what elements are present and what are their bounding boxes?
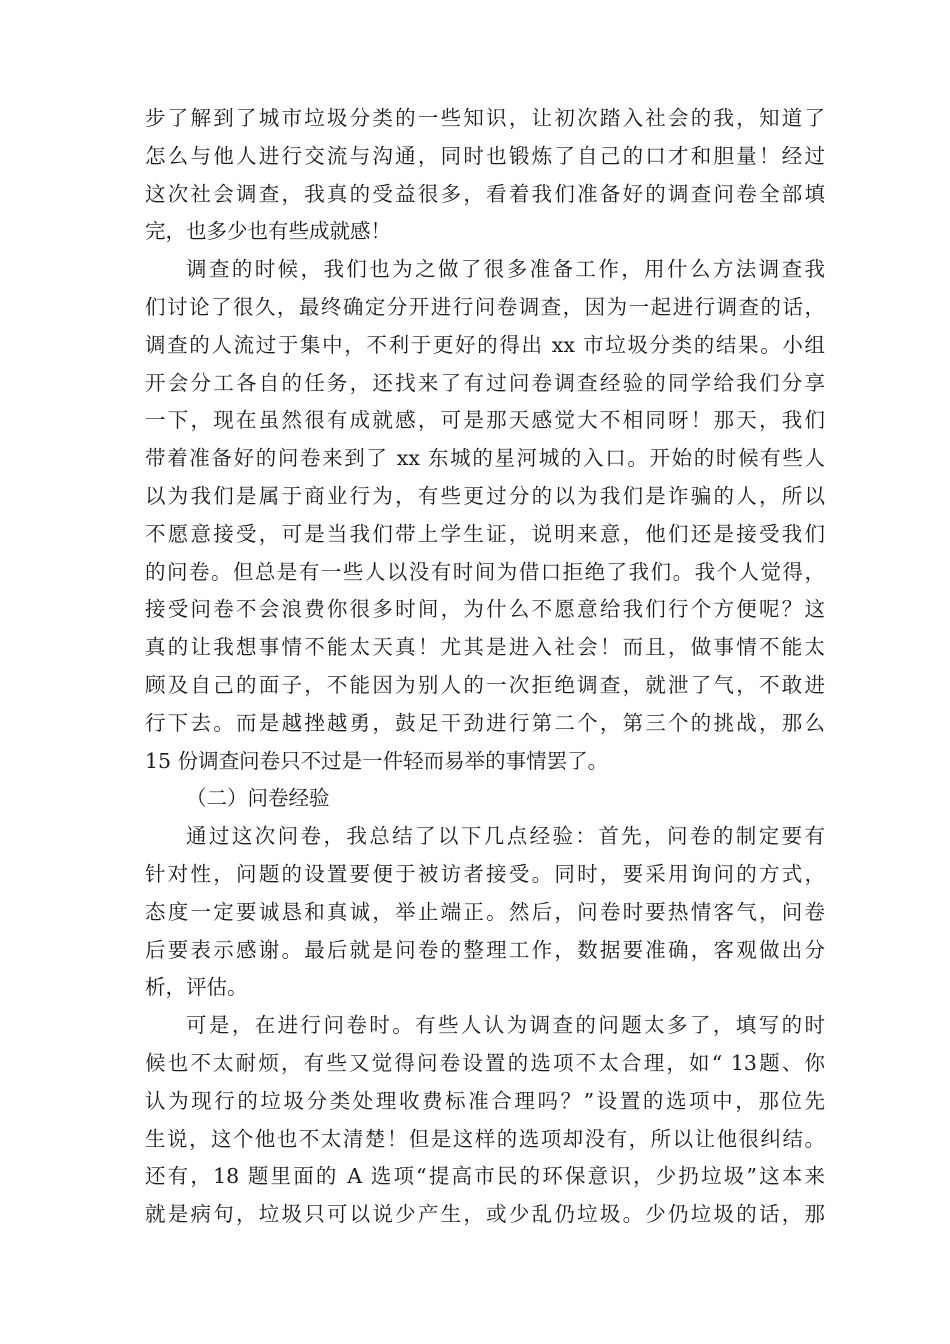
paragraph-3 bbox=[145, 818, 825, 1007]
text-line: 态度一定要诚恳和真诚，举止端正。然后，问卷时要热情客气，问卷 bbox=[145, 899, 825, 924]
text-line: 带着准备好的问卷来到了 xx 东城的星河城的入口。开始的时候有些人 bbox=[145, 446, 825, 471]
paragraph-4 bbox=[145, 1007, 825, 1234]
text-line: 一下，现在虽然很有成就感，可是那天感觉大不相同呀！那天，我们 bbox=[145, 408, 825, 433]
text-line: 候也不太耐烦，有些又觉得问卷设置的选项不太合理，如“ 13题、你 bbox=[145, 1050, 825, 1075]
text-line: 步了解到了城市垃圾分类的一些知识，让初次踏入社会的我，知道了 bbox=[145, 106, 825, 130]
text-line: 顾及自己的面子，不能因为别人的一次拒绝调查，就泄了气，不敢进 bbox=[145, 672, 825, 697]
text-line: 就是病句，垃圾只可以说少产生，或少乱仍垃圾。少仍垃圾的话，那 bbox=[145, 1202, 825, 1227]
section-heading bbox=[145, 780, 825, 818]
text-line: 可是，在进行问卷时。有些人认为调查的问题太多了，填写的时 bbox=[186, 1013, 825, 1038]
text-line: 15 份调查问卷只不过是一件轻而易举的事情罢了。 bbox=[145, 748, 609, 773]
paragraph-1 bbox=[145, 100, 825, 251]
text-line: 调查的人流过于集中，不利于更好的得出 xx 市垃圾分类的结果。小组 bbox=[145, 332, 825, 357]
text-line: 行下去。而是越挫越勇，鼓足干劲进行第二个，第三个的挑战，那么 bbox=[145, 710, 825, 735]
text-line: 的问卷。但总是有一些人以没有时间为借口拒绝了我们。我个人觉得， bbox=[145, 559, 825, 584]
text-line: 怎么与他人进行交流与沟通，同时也锻炼了自己的口才和胆量！经过 bbox=[145, 143, 825, 168]
document-body bbox=[145, 100, 825, 1234]
text-line: 开会分工各自的任务，还找来了有过问卷调查经验的同学给我们分享 bbox=[145, 370, 825, 395]
text-line: 以为我们是属于商业行为，有些更过分的以为我们是诈骗的人，所以 bbox=[145, 483, 825, 508]
text-line: 调查的时候，我们也为之做了很多准备工作，用什么方法调查我 bbox=[186, 257, 825, 282]
text-line: 不愿意接受，可是当我们带上学生证，说明来意，他们还是接受我们 bbox=[145, 521, 825, 546]
text-line: 接受问卷不会浪费你很多时间，为什么不愿意给我们行个方便呢？这 bbox=[145, 597, 825, 622]
text-line: 们讨论了很久，最终确定分开进行问卷调查，因为一起进行调查的话， bbox=[145, 294, 825, 319]
text-line: 析，评估。 bbox=[145, 975, 248, 1000]
paragraph-2 bbox=[145, 251, 825, 780]
text-line: 认为现行的垃圾分类处理收费标准合理吗？”设置的选项中，那位先 bbox=[145, 1088, 825, 1113]
text-line: 完，也多少也有些成就感！ bbox=[145, 219, 391, 244]
section-heading-text: （二）问卷经验 bbox=[186, 786, 330, 811]
text-line: 真的让我想事情不能太天真！尤其是进入社会！而且，做事情不能太 bbox=[145, 635, 825, 660]
text-line: 后要表示感谢。最后就是问卷的整理工作，数据要准确，客观做出分 bbox=[145, 937, 825, 962]
text-line: 生说，这个他也不太清楚！但是这样的选项却没有，所以让他很纠结。 bbox=[145, 1126, 825, 1151]
text-line: 通过这次问卷，我总结了以下几点经验：首先，问卷的制定要有 bbox=[186, 824, 825, 849]
text-line: 还有，18 题里面的 A 选项“提高市民的环保意识，少扔垃圾”这本来 bbox=[145, 1164, 825, 1189]
text-line: 这次社会调查，我真的受益很多，看着我们准备好的调查问卷全部填 bbox=[145, 181, 825, 206]
text-line: 针对性，问题的设置要便于被访者接受。同时，要采用询问的方式， bbox=[145, 861, 825, 886]
